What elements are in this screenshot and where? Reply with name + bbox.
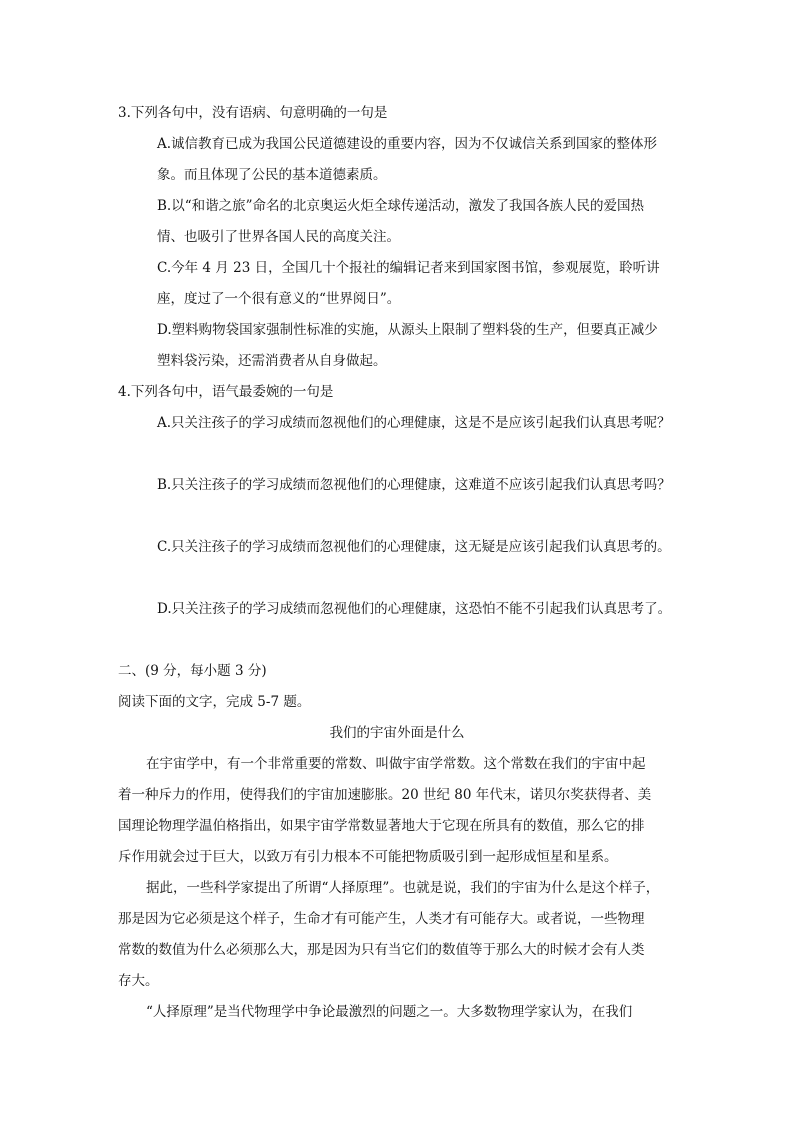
section-2-heading: 二、(9 分，每小题 3 分) xyxy=(118,663,267,679)
q4-option-c: C.只关注孩子的学习成绩而忽视他们的心理健康，这无疑是应该引起我们认真思考的。 xyxy=(157,539,671,555)
q4-option-d: D.只关注孩子的学习成绩而忽视他们的心理健康，这恐怕不能不引起我们认真思考了。 xyxy=(157,601,672,617)
q3-option-a-line2: 象。而且体现了公民的基本道德素质。 xyxy=(157,167,387,183)
q3-option-b-line2: 情、也吸引了世界各国人民的高度关注。 xyxy=(157,229,400,245)
article-paragraph-1-line: 斥作用就会过于巨大，以致万有引力根本不可能把物质吸引到一起形成恒星和星系。 xyxy=(118,849,618,865)
article-title: 我们的宇宙外面是什么 xyxy=(329,725,465,741)
article-paragraph-1-line: 着一种斥力的作用，使得我们的宇宙加速膨胀。20 世纪 80 年代末，诺贝尔奖获得者、美 xyxy=(118,787,652,803)
question-4-stem: 4.下列各句中，语气最委婉的一句是 xyxy=(118,384,334,400)
article-paragraph-2-line: 存大。 xyxy=(118,973,159,989)
article-paragraph-1-line: 国理论物理学温伯格指出，如果宇宙学常数显著地大于它现在所具有的数值，那么它的排 xyxy=(118,818,645,834)
q3-option-b-line1: B.以“和谐之旅”命名的北京奥运火炬全球传递活动，激发了我国各族人民的爱国热 xyxy=(157,198,645,214)
article-paragraph-2-line: 那是因为它必须是这个样子，生命才有可能产生，人类才有可能存大。或者说，一些物理 xyxy=(118,911,645,927)
article-paragraph-2-line: 据此，一些科学家提出了所谓“人择原理”。也就是说，我们的宇宙为什么是这个样子， xyxy=(146,880,660,896)
article-paragraph-2-line: 常数的数值为什么必须那么大，那是因为只有当它们的数值等于那么大的时候才会有人类 xyxy=(118,942,645,958)
q4-option-b: B.只关注孩子的学习成绩而忽视他们的心理健康，这难道不应该引起我们认真思考吗？ xyxy=(157,477,671,493)
q3-option-a-line1: A.诚信教育已成为我国公民道德建设的重要内容，因为不仅诚信关系到国家的整体形 xyxy=(157,136,658,152)
q3-option-d-line2: 塑料袋污染，还需消费者从自身做起。 xyxy=(157,353,387,369)
question-3-stem: 3.下列各句中，没有语病、句意明确的一句是 xyxy=(118,105,388,121)
article-paragraph-3-line: “人择原理”是当代物理学中争论最激烈的问题之一。大多数物理学家认为，在我们 xyxy=(146,1004,633,1020)
q4-option-a: A.只关注孩子的学习成绩而忽视他们的心理健康，这是不是应该引起我们认真思考呢？ xyxy=(157,415,671,431)
q3-option-d-line1: D.塑料购物袋国家强制性标准的实施，从源头上限制了塑料袋的生产，但要真正减少 xyxy=(157,322,658,338)
section-2-instruction: 阅读下面的文字，完成 5-7 题。 xyxy=(118,694,311,710)
article-paragraph-1-line: 在宇宙学中，有一个非常重要的常数、叫做宇宙学常数。这个常数在我们的宇宙中起 xyxy=(146,756,646,772)
q3-option-c-line2: 座，度过了一个很有意义的“世界阅日”。 xyxy=(157,291,401,307)
q3-option-c-line1: C.今年 4 月 23 日，全国几十个报社的编辑记者来到国家图书馆，参观展览，聆听讲 xyxy=(157,260,660,276)
